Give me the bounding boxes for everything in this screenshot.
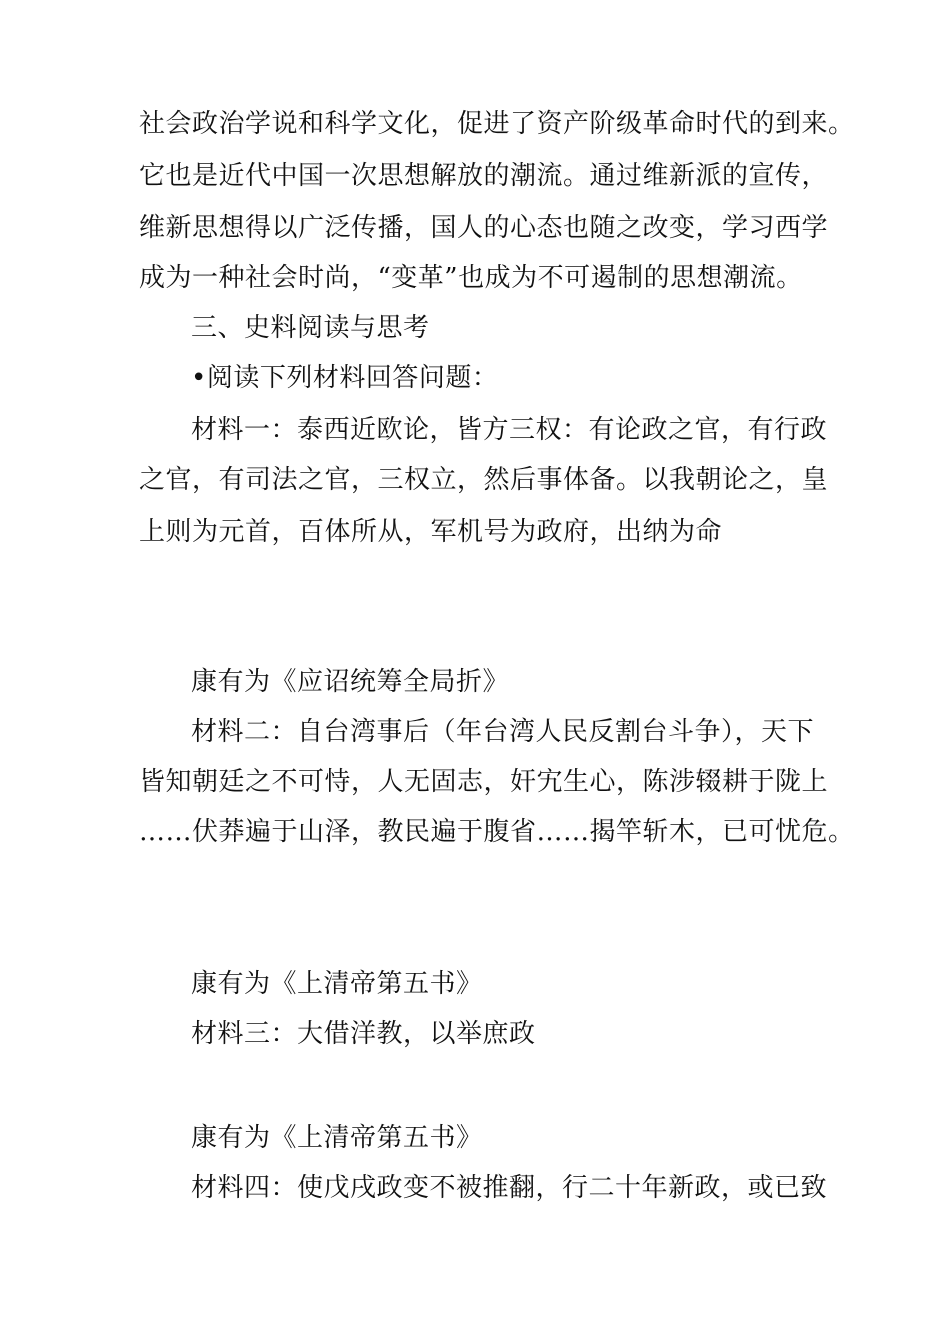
material-three-line: 材料三：大借洋教，以举庶政 [191,1019,536,1049]
paragraph-line: 成为一种社会时尚，“变革”也成为不可遏制的思想潮流。 [139,263,803,293]
material-two-line: ……伏莽遍于山泽，教民遍于腹省……揭竿斩木，已可忧危。 [139,817,855,847]
paragraph-line: 社会政治学说和科学文化，促进了资产阶级革命时代的到来。 [139,109,855,139]
paragraph-line: 维新思想得以广泛传播，国人的心态也随之改变，学习西学 [139,213,829,243]
material-two-line: 皆知朝廷之不可恃，人无固志，奸宄生心，陈涉辍耕于陇上 [139,767,829,797]
material-one-line: 材料一：泰西近欧论，皆方三权：有论政之官，有行政 [191,415,828,445]
source-citation: 康有为《上清帝第五书》 [191,1123,483,1153]
material-four-line: 材料四：使戊戌政变不被推翻，行二十年新政，或已致 [191,1173,828,1203]
material-one-line: 之官，有司法之官，三权立，然后事体备。以我朝论之，皇 [139,465,829,495]
source-citation: 康有为《应诏统筹全局折》 [191,667,510,697]
instruction-line: •阅读下列材料回答问题： [191,363,499,393]
source-citation: 康有为《上清帝第五书》 [191,969,483,999]
material-two-line: 材料二：自台湾事后（年台湾人民反割台斗争），天下 [191,717,815,747]
section-heading: 三、史料阅读与思考 [191,313,430,343]
paragraph-line: 它也是近代中国一次思想解放的潮流。通过维新派的宣传， [139,161,829,191]
material-one-line: 上则为元首，百体所从，军机号为政府，出纳为命 [139,517,723,547]
